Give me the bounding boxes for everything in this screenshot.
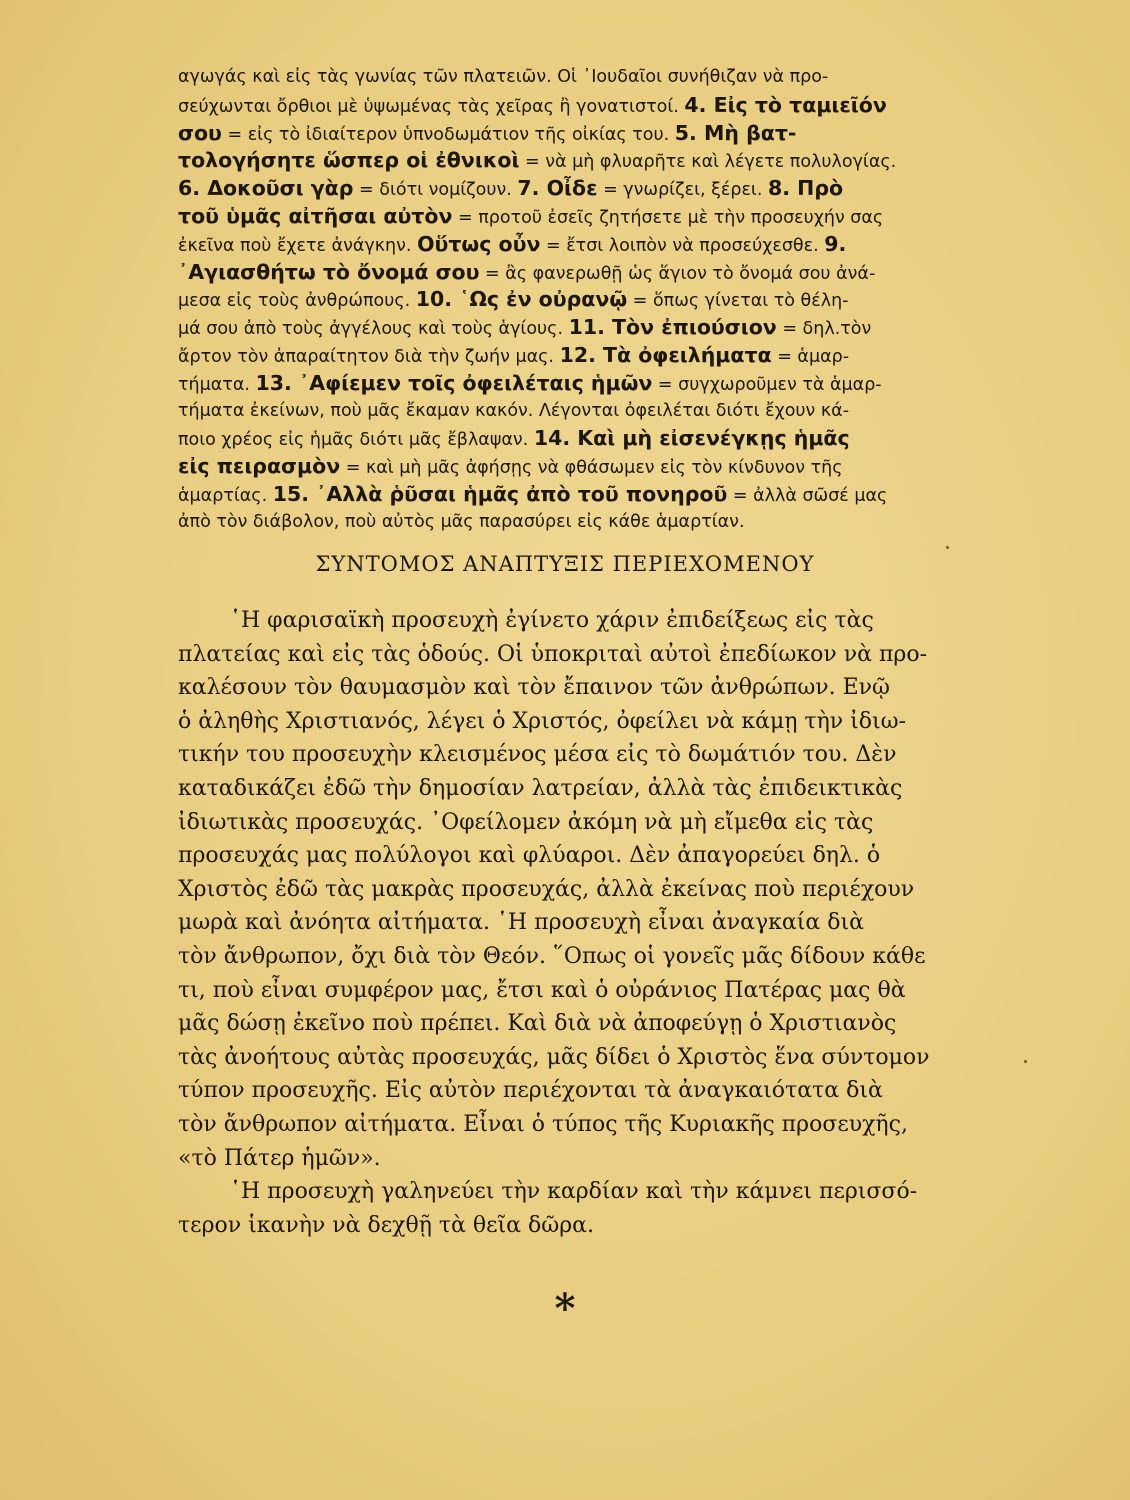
body-line: ἰδιωτικὰς προσευχάς. ᾿Οφείλομεν ἀκόμη νὰ μὴ εἴμεθα εἰς τὰς — [178, 809, 874, 835]
footnote-line — [178, 259, 1036, 287]
body-line: τύπον προσευχῆς. Εἰς αὐτὸν περιέχονται τὰ ἀναγκαιότατα διὰ — [178, 1078, 883, 1104]
footnote-term: ᾿Αγιασθήτω τὸ ὄνομά σου — [178, 259, 480, 284]
footnote-gloss: = διότι νομίζουν. — [353, 180, 518, 201]
footnote-term: 12. Τὰ ὀφειλήματα — [559, 342, 772, 367]
footnote-line — [178, 453, 1036, 481]
body-line: τὸν ἄνθρωπον αἰτήματα. Εἶναι ὁ τύπος τῆς Κυριακῆς προσευχῆς, — [178, 1111, 908, 1137]
paper-speck — [946, 546, 949, 549]
body-line: τὸν ἄνθρωπον, ὄχι διὰ τὸν Θεόν. ῞Οπως οἱ γονεῖς μᾶς δίδουν κάθε — [178, 943, 926, 969]
body-line: «τὸ Πάτερ ἡμῶν». — [178, 1145, 381, 1171]
body-line: καταδικάζει ἐδῶ τὴν δημοσίαν λατρείαν, ἀλλὰ τὰς ἐπιδεικτικὰς — [178, 775, 903, 801]
footnote-gloss: σεύχωνται ὄρθιοι μὲ ὑψωμένας τὰς χεῖρας ἢ γονατιστοί. — [178, 96, 685, 117]
footnote-line — [178, 398, 1036, 426]
footnote-gloss: = καὶ μὴ μᾶς ἀφήσῃς νὰ φθάσωμεν εἰς τὸν κίνδυνον τῆς — [340, 458, 843, 479]
footnote-gloss: μά σου ἀπὸ τοὺς ἀγγέλους καὶ τοὺς ἁγίους. — [178, 319, 569, 340]
footnote-gloss: = ἂς φανερωθῇ ὡς ἅγιον τὸ ὄνομά σου ἀνά- — [479, 263, 876, 284]
end-ornament: * — [554, 1285, 576, 1332]
footnote-term: σου — [178, 120, 222, 145]
footnote-line — [178, 509, 1036, 537]
footnote-gloss: τήματα. — [178, 374, 256, 395]
body-line: τὰς ἀνοήτους αὐτὰς προσευχάς, μᾶς δίδει ὁ Χριστὸς ἕνα σύντομον — [178, 1044, 930, 1070]
body-line: μᾶς δώσῃ ἐκεῖνο ποὺ πρέπει. Καὶ διὰ νὰ ἀποφεύγῃ ὁ Χριστιανὸς — [178, 1011, 897, 1037]
footnote-term: 15. ᾿Αλλὰ ῥῦσαι ἡμᾶς ἀπὸ τοῦ πονηροῦ — [272, 481, 728, 506]
body-line: μωρὰ καὶ ἀνόητα αἰτήματα. ῾Η προσευχὴ εἶναι ἀναγκαία διὰ — [178, 910, 864, 936]
footnote-gloss: ποιο χρέος εἰς ἡμᾶς διότι μᾶς ἔβλαψαν. — [178, 430, 534, 451]
footnote-gloss: = ἀλλὰ σῶσέ μας — [727, 485, 888, 506]
footnote-gloss: = εἰς τὸ ἰδιαίτερον ὑπνοδωμάτιον τῆς οἰκίας του. — [221, 124, 675, 145]
body-line: ῾Η προσευχὴ γαληνεύει τὴν καρδίαν καὶ τὴν κάμνει περισσό- — [230, 1179, 918, 1205]
footnote-line — [178, 314, 1036, 342]
footnote-line — [178, 175, 1036, 203]
footnote-gloss: ἁμαρτίας. — [178, 485, 273, 506]
footnote-gloss: ἄρτον τὸν ἀπαραίτητον διὰ τὴν ζωήν μας. — [178, 346, 560, 367]
footnote-term: 7. Οἶδε — [517, 176, 598, 201]
footnote-gloss: ἀπὸ τὸν διάβολον, ποὺ αὐτὸς μᾶς παρασύρει εἰς κάθε ἁμαρτίαν. — [178, 511, 745, 532]
footnote-term: 6. Δοκοῦσι γὰρ — [178, 176, 354, 201]
footnote-term: εἰς πειρασμὸν — [178, 454, 341, 479]
footnote-line — [178, 203, 1036, 231]
body-line: ὁ ἀληθὴς Χριστιανός, λέγει ὁ Χριστός, ὀφείλει νὰ κάμῃ τὴν ἰδιω- — [178, 708, 907, 734]
footnote-gloss: = γνωρίζει, ξέρει. — [597, 180, 768, 201]
footnote-gloss: = συγχωροῦμεν τὰ ἁμαρ- — [652, 374, 882, 395]
footnote-term: 14. Καὶ μὴ εἰσενέγκῃς ἡμᾶς — [533, 426, 850, 451]
footnote-line — [178, 342, 1036, 370]
footnote-gloss: = ἁμαρ- — [771, 346, 850, 367]
footnote-gloss: = νὰ μὴ φλυαρῆτε καὶ λέγετε πολυλογίας. — [519, 152, 897, 173]
footnote-term: τολογήσητε ὥσπερ οἱ ἐθνικοὶ — [178, 148, 520, 173]
footnotes-block — [178, 64, 1036, 537]
footnote-line — [178, 231, 1036, 259]
body-line: καλέσουν τὸν θαυμασμὸν καὶ τὸν ἔπαινον τῶν ἀνθρώπων. Ενῷ — [178, 675, 890, 701]
footnote-gloss: = δηλ.τὸν — [776, 319, 872, 340]
body-line: τερον ἱκανὴν νὰ δεχθῇ τὰ θεῖα δῶρα. — [178, 1212, 594, 1238]
paper-speck — [1024, 1060, 1027, 1063]
footnote-term: 9. — [824, 231, 847, 256]
body-line: προσευχάς μας πολύλογοι καὶ φλύαροι. Δὲν ἀπαγορεύει δηλ. ὁ — [178, 843, 881, 869]
footnote-term: τοῦ ὑμᾶς αἰτῆσαι αὐτὸν — [178, 203, 453, 228]
footnote-term: 10. ῾Ως ἐν οὐρανῷ — [415, 287, 628, 312]
footnote-term: 4. Εἰς τὸ ταμιεῖόν — [684, 92, 887, 117]
footnote-term: Οὕτως οὖν — [417, 231, 541, 256]
footnote-gloss: = ἔτσι λοιπὸν νὰ προσεύχεσθε. — [540, 235, 825, 256]
footnote-line — [178, 147, 1036, 175]
body-line: τικήν του προσευχὴν κλεισμένος μέσα εἰς τὸ δωμάτιόν του. Δὲν — [178, 742, 897, 768]
footnote-term: 11. Τὸν ἐπιούσιον — [568, 315, 777, 340]
footnote-term: 8. Πρὸ — [767, 176, 844, 201]
footnote-term: 5. Μὴ βατ- — [674, 120, 797, 145]
footnote-line — [178, 425, 1036, 453]
footnote-gloss: ἐκεῖνα ποὺ ἔχετε ἀνάγκην. — [178, 235, 418, 256]
body-line: πλατείας καὶ εἰς τὰς ὁδούς. Οἱ ὑποκριταὶ αὐτοὶ ἐπεδίωκον νὰ προ- — [178, 641, 928, 667]
body-line: Χριστὸς ἐδῶ τὰς μακρὰς προσευχάς, ἀλλὰ ἐκείνας ποὺ περιέχουν — [178, 876, 915, 902]
footnote-gloss: αγωγάς καὶ εἰς τὰς γωνίας τῶν πλατειῶν. Οἱ ᾿Ιουδαῖοι συνήθιζαν νὰ προ- — [178, 67, 829, 87]
footnote-gloss: μεσα εἰς τοὺς ἀνθρώπους. — [178, 291, 416, 312]
footnote-line — [178, 64, 1036, 92]
footnote-line — [178, 92, 1036, 120]
footnote-term: 13. ᾿Αφίεμεν τοῖς ὀφειλέταις ἡμῶν — [255, 370, 653, 395]
footnote-gloss: = ὅπως γίνεται τὸ θέλη- — [627, 291, 849, 312]
footnote-line — [178, 286, 1036, 314]
footnote-line — [178, 120, 1036, 148]
body-line: τι, ποὺ εἶναι συμφέρον μας, ἔτσι καὶ ὁ οὐράνιος Πατέρας μας θὰ — [178, 977, 906, 1003]
footnote-line — [178, 370, 1036, 398]
body-text — [178, 604, 1036, 1242]
body-line: ῾Η φαρισαϊκὴ προσευχὴ ἐγίνετο χάριν ἐπιδείξεως εἰς τὰς — [230, 608, 874, 633]
section-heading: ΣΥΝΤΟΜΟΣ ΑΝΑΠΤΥΞΙΣ ΠΕΡΙΕΧΟΜΕΝΟΥ — [315, 552, 815, 576]
footnote-line — [178, 481, 1036, 509]
footnote-gloss: τήματα ἐκείνων, ποὺ μᾶς ἔκαμαν κακόν. Λέγονται ὀφειλέται διότι ἔχουν κά- — [178, 400, 850, 421]
footnote-gloss: = προτοῦ ἐσεῖς ζητήσετε μὲ τὴν προσευχήν σας — [452, 207, 884, 228]
